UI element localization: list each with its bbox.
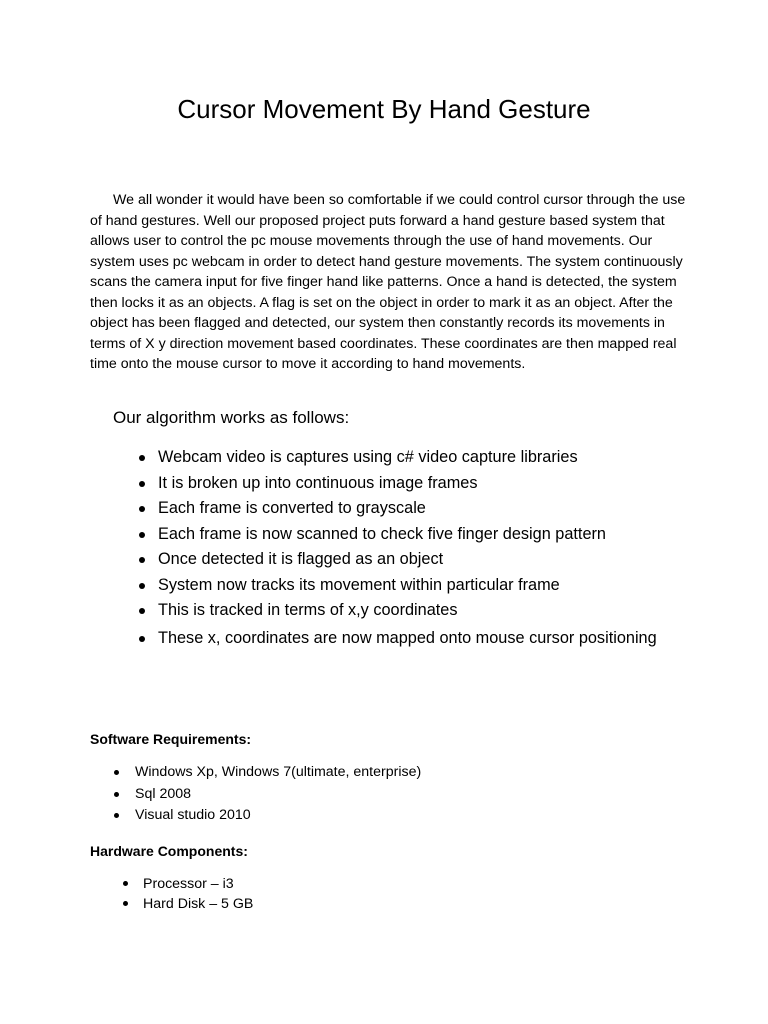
- list-item-text: These x, coordinates are now mapped onto mouse cursor positioning: [158, 628, 657, 647]
- software-requirements-heading: Software Requirements:: [90, 731, 252, 747]
- list-item: [135, 762, 421, 784]
- list-item: [158, 522, 658, 548]
- hardware-components-list: [143, 874, 253, 914]
- bullet-icon: [114, 770, 119, 775]
- list-item-text: Webcam video is captures using c# video capture libraries: [158, 448, 578, 466]
- bullet-icon: [139, 506, 145, 512]
- bullet-icon: [139, 532, 145, 538]
- bullet-icon: [139, 608, 145, 614]
- hardware-components-heading: Hardware Components:: [90, 843, 248, 859]
- bullet-icon: [139, 481, 145, 487]
- bullet-icon: [139, 636, 145, 642]
- bullet-icon: [139, 455, 145, 461]
- list-item-text: Each frame is now scanned to check five finger design pattern: [158, 524, 606, 543]
- list-item: [158, 445, 658, 471]
- list-item: [135, 784, 421, 806]
- list-item: [143, 894, 253, 914]
- list-item-text: Visual studio 2010: [135, 807, 251, 823]
- list-item-text: Processor – i3: [143, 876, 234, 892]
- intro-paragraph: We all wonder it would have been so comfortable if we could control cursor through the use of hand gestures. Well our proposed project puts forward a hand gesture based system that allows user to control the pc mouse movements through the use of hand movements. Our system uses pc webcam in order to detect hand gesture movements. The system continuously scans the camera input for five finger hand like patterns. Once a hand is detected, the system then locks it as an objects. A flag is set on the object in order to mark it as an object. After the object has been flagged and detected, our system then constantly records its movements in terms of X y direction movement based coordinates. These coordinates are then mapped real time onto the mouse cursor to move it according to hand movements.: [90, 192, 686, 372]
- list-item-text: Windows Xp, Windows 7(ultimate, enterprise): [135, 764, 422, 780]
- bullet-icon: [139, 583, 145, 589]
- page-title: Cursor Movement By Hand Gesture: [177, 94, 591, 124]
- list-item: [158, 496, 658, 522]
- software-requirements-list: [135, 762, 421, 827]
- list-item: [158, 573, 658, 599]
- list-item-text: System now tracks its movement within particular frame: [158, 575, 560, 594]
- list-item: [158, 626, 658, 652]
- bullet-icon: [139, 557, 145, 563]
- list-item-text: Once detected it is flagged as an object: [158, 550, 444, 568]
- list-item: [158, 547, 658, 573]
- list-item-text: Sql 2008: [135, 785, 192, 802]
- list-item: [158, 471, 658, 497]
- algorithm-steps-list: [158, 445, 658, 651]
- bullet-icon: [114, 792, 119, 797]
- list-item: [135, 805, 421, 827]
- bullet-icon: [114, 813, 119, 818]
- list-item: [158, 598, 658, 624]
- list-item: [143, 874, 253, 894]
- algorithm-heading: Our algorithm works as follows:: [113, 408, 350, 427]
- list-item-text: Each frame is converted to grayscale: [158, 499, 426, 517]
- list-item-text: It is broken up into continuous image frames: [158, 473, 478, 492]
- list-item-text: Hard Disk – 5 GB: [143, 896, 254, 912]
- bullet-icon: [123, 881, 128, 886]
- bullet-icon: [123, 901, 128, 906]
- list-item-text: This is tracked in terms of x,y coordinates: [158, 601, 458, 619]
